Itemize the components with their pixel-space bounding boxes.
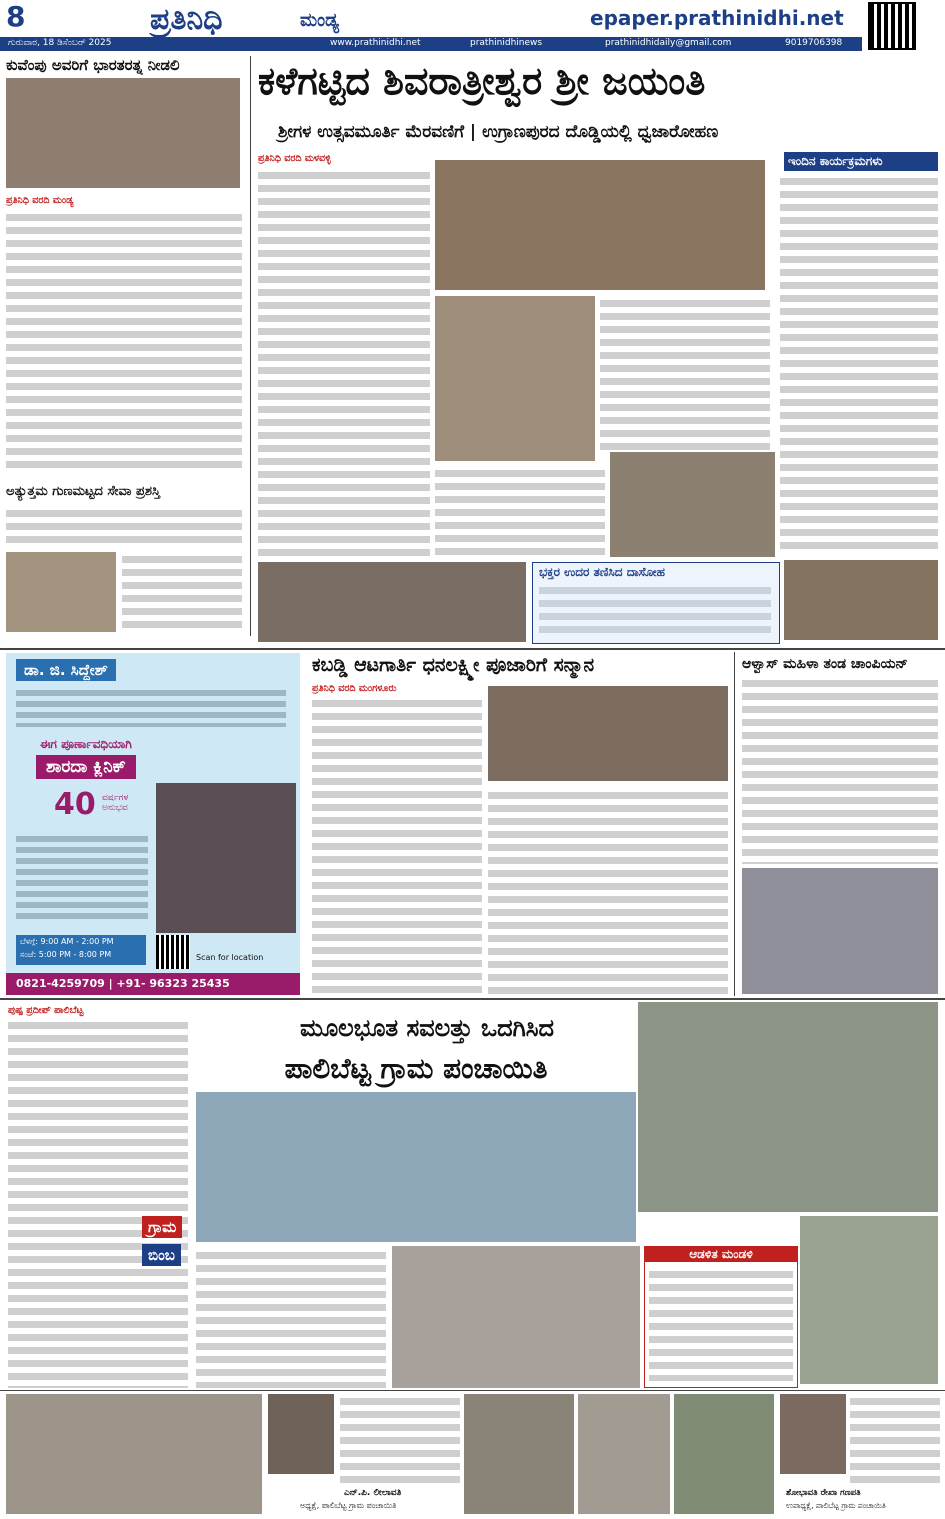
president-photo (268, 1394, 334, 1474)
website-link[interactable]: www.prathinidhi.net (330, 38, 421, 48)
hotel-photo (6, 552, 116, 632)
kabaddi-headline: ಕಬಡ್ಡಿ ಆಟಗಾರ್ತಿ ಧನಲಕ್ಷ್ಮೀ ಪೂಜಾರಿಗೆ ಸನ್ಮಾನ (312, 654, 595, 676)
dinner-photo (784, 560, 938, 640)
work-photo-3 (674, 1394, 774, 1514)
years-label: ವರ್ಷಗಳ ಅನುಭವ (102, 793, 129, 813)
house-photo (6, 1394, 262, 1514)
president-role: ಅಧ್ಯಕ್ಷೆ, ಪಾಲಿಬೆಟ್ಟ ಗ್ರಾಮ ಪಂಚಾಯಿತಿ (300, 1501, 397, 1510)
doctor-name: ಡಾ. ಜಿ. ಸಿದ್ದೇಶ್ (16, 659, 116, 681)
president-name: ಎನ್.ಪಿ. ಲೀಲಾವತಿ (344, 1488, 402, 1498)
masthead-logo: ಪ್ರತಿನಿಧಿ (150, 2, 223, 37)
events-title: ಇಂದಿನ ಕಾರ್ಯಕ್ರಮಗಳು (784, 152, 938, 171)
board-title: ಆಡಳಿತ ಮಂಡಳಿ (645, 1247, 797, 1262)
alvas-headline: ಆಳ್ವಾಸ್ ಮಹಿಳಾ ತಂಡ ಚಾಂಪಿಯನ್ (742, 656, 908, 672)
lead-body-col-3 (435, 466, 605, 561)
section-rule-1 (0, 648, 945, 650)
qr-code-icon (870, 4, 914, 48)
location-qr-icon[interactable] (156, 935, 190, 969)
flag-hoisting-photo (435, 296, 595, 461)
events-sidebar (780, 152, 938, 558)
kuvempu-headline: ಕುವೆಂಪು ಅವರಿಗೆ ಭಾರತರತ್ನ ನೀಡಲಿ (6, 56, 180, 74)
work-photo-2 (578, 1394, 670, 1514)
page-number: 8 (6, 0, 26, 33)
food-box (532, 562, 780, 644)
vice-president-photo (780, 1394, 846, 1474)
info-strip (0, 37, 862, 51)
bottom-body-2 (196, 1248, 386, 1388)
section-rule-2 (0, 998, 945, 1000)
gram-label-1: ಗ್ರಾಮ (142, 1216, 182, 1238)
scan-label: Scan for location (196, 953, 264, 962)
kuvempu-byline: ಪ್ರತಿನಿಧಿ ವರದಿ ಮಂಡ್ಯ (6, 195, 74, 206)
gram-label-2: ಬಿಂಬ (142, 1244, 181, 1266)
award-body-2 (122, 552, 242, 632)
board-box (644, 1246, 798, 1388)
president-quote (340, 1394, 460, 1484)
doctor-photo (156, 783, 296, 933)
masthead (0, 0, 945, 52)
ad-credentials (16, 687, 286, 727)
member-photos (392, 1246, 640, 1388)
issue-date: ಗುರುವಾರ, 18 ಡಿಸೆಂಬರ್ 2025 (8, 38, 112, 48)
work-photo-1 (464, 1394, 574, 1514)
board-body (649, 1267, 793, 1381)
kabaddi-body-1 (312, 696, 482, 996)
clinic-name: ಶಾರದಾ ಕ್ಲಿನಿಕ್ (36, 755, 136, 779)
award-body (6, 506, 242, 546)
bottom-headline-2: ಪಾಲಿಬೆಟ್ಟ ಗ್ರಾಮ ಪಂಚಾಯಿತಿ (284, 1052, 548, 1085)
bottom-byline: ಪುಷ್ಪ ಪ್ರದೀಪ್ ಪಾಲಿಬೆಟ್ಟ (8, 1005, 84, 1016)
email-link[interactable]: prathinidhidaily@gmail.com (605, 38, 732, 48)
kabaddi-body-2 (488, 788, 728, 994)
bottom-body-1 (8, 1018, 188, 1388)
felicitation-photo (488, 686, 728, 781)
lead-headline: ಕಳೆಗಟ್ಟಿದ ಶಿವರಾತ್ರೀಶ್ವರ ಶ್ರೀ ಜಯಂತಿ (258, 59, 706, 103)
food-box-body (539, 583, 771, 637)
vice-president-quote (850, 1394, 940, 1484)
lead-subhead: ಶ್ರೀಗಳ ಉತ್ಸವಮೂರ್ತಿ ಮೆರವಣಿಗೆ | ಉಗ್ರಾಣಪುರದ ದೊಡ್ಡಿಯಲ್ಲಿ ಧ್ವಜಾರೋಹಣ (278, 122, 719, 142)
column-divider (250, 56, 251, 636)
kabaddi-byline: ಪ್ರತಿನಿಧಿ ವರದಿ ಮಂಗಳೂರು (312, 683, 397, 694)
lead-body-col-2 (600, 296, 770, 451)
kuvempu-story (6, 56, 246, 636)
ad-info (16, 833, 148, 923)
evening-timing: ಸಂಜೆ: 5:00 PM - 8:00 PM (20, 950, 112, 959)
award-headline: ಅತ್ಯುತ್ತಮ ಗುಣಮಟ್ಟದ ಸೇವಾ ಪ್ರಶಸ್ತಿ (6, 484, 161, 499)
full-time-label: ಈಗ ಪೂರ್ಣಾವಧಿಯಾಗಿ (40, 737, 132, 751)
bottom-headline-1: ಮೂಲಭೂತ ಸವಲತ್ತು ಒದಗಿಸಿದ (300, 1014, 554, 1042)
vice-president-role: ಉಪಾಧ್ಯಕ್ಷೆ, ಪಾಲಿಬೆಟ್ಟ ಗ್ರಾಮ ಪಂಚಾಯಿತಿ (786, 1501, 886, 1510)
panchayat-building-photo (196, 1092, 636, 1242)
swamiji-photo (610, 452, 775, 557)
edition-name: ಮಂಡ್ಯ (300, 10, 340, 31)
section-rule-3 (0, 1390, 945, 1391)
social-handle[interactable]: prathinidhinews (470, 38, 543, 48)
years-count: 40 (54, 787, 96, 822)
epaper-url[interactable]: epaper.prathinidhi.net (590, 6, 844, 30)
crowd-photo (258, 562, 526, 642)
phone-number: 9019706398 (785, 38, 843, 48)
procession-photo (435, 160, 765, 290)
alvas-body (742, 676, 938, 864)
contact-numbers[interactable]: 0821-4259709 | +91- 96323 25435 (16, 977, 230, 990)
vice-president-name: ಶೋಭಾವತಿ ರೇಖಾ ಗಣಪತಿ (786, 1488, 861, 1498)
drain-photo (800, 1216, 938, 1384)
road-photo (638, 1002, 938, 1212)
kuvempu-body (6, 210, 242, 470)
lead-byline: ಪ್ರತಿನಿಧಿ ವರದಿ ಮಳವಳ್ಳಿ (258, 153, 331, 164)
column-divider-2 (734, 652, 735, 996)
clinic-ad[interactable] (6, 653, 300, 995)
food-box-title: ಭಕ್ತರ ಉದರ ತಣಿಸಿದ ದಾಸೋಹ (539, 565, 665, 579)
morning-timing: ಬೆಳಗ್ಗೆ: 9:00 AM - 2:00 PM (20, 937, 114, 946)
team-photo (742, 868, 938, 994)
rally-photo (6, 78, 240, 188)
events-body (780, 174, 938, 554)
